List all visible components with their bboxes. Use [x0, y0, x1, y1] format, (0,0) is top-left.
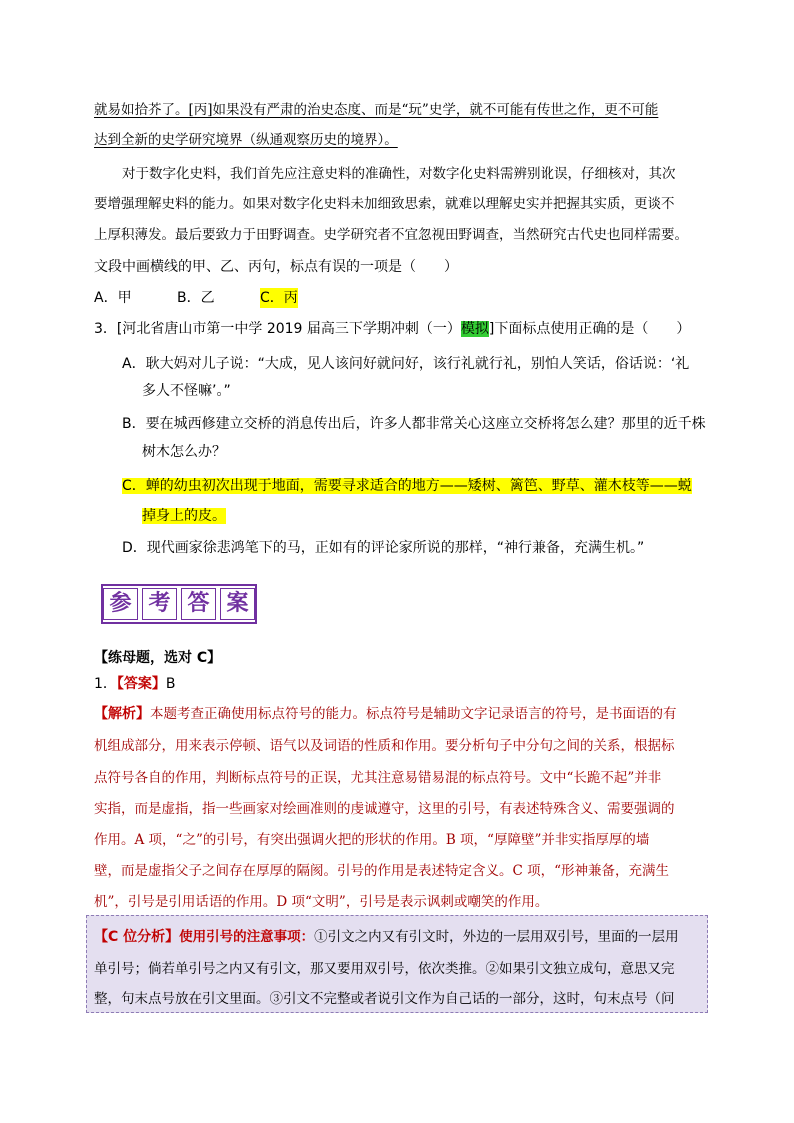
q2-option-c: C．丙: [260, 290, 298, 306]
q2-stem: 文段中画横线的甲、乙、丙句，标点有误的一项是（ ）: [94, 259, 458, 275]
passage-text: 达到全新的史学研究境界（纵通观察历史的境界）。: [94, 132, 398, 148]
analysis-line-4: 实指，而是虚指，指一些画家对绘画准则的虔诚遵守，这里的引号，有表述特殊含义、需要强调的: [94, 801, 675, 817]
answer-value: B: [165, 676, 176, 692]
q3-source-tag: 模拟: [460, 321, 489, 337]
analysis-label: 【解析】: [94, 706, 150, 722]
c-analysis-line-1: [94, 927, 679, 947]
analysis-line-7: 机”，引号是引用话语的作用。D 项“文明”，引号是表示讽刺或嘲笑的作用。: [94, 894, 549, 910]
passage-p2-line-1: 对于数字化史料，我们首先应注意史料的准确性，对数字化史料需辨别讹误，仔细核对，其次: [122, 166, 676, 182]
q3-stem-text: ]下面标点使用正确的是（ ）: [488, 321, 691, 337]
passage-text: 就易如拾芥了。[丙]如果没有严肃的治史态度、而是“玩”史学，就不可能有传世之作，更不可能: [94, 102, 659, 118]
q2-option-a: A．甲: [94, 290, 132, 306]
reference-answer-heading: [101, 584, 257, 624]
c-analysis-line-2: 单引号；倘若单引号之内又有引文，那又要用双引号，依次类推。②如果引文独立成句，意思又完: [94, 961, 675, 977]
q1-answer-line: [94, 674, 176, 694]
q3-option-a-line-1: A．耿大妈对儿子说：“大成，见人该问好就问好，该行礼就行礼，别怕人笑话，俗话说：‘礼: [122, 356, 690, 372]
q3-option-c-line-1: [122, 476, 692, 496]
answer-label: 【答案】: [116, 676, 166, 692]
q3-source: [河北省唐山市第一中学 2019 届高三下学期冲刺（一）: [116, 321, 461, 337]
q3-number: 3．: [94, 321, 117, 337]
q3-option-b-line-1: B．要在城西修建立交桥的消息传出后，许多人都非常关心这座立交桥将怎么建？那里的近千株: [122, 416, 706, 432]
c-analysis-line-3: 整，句末点号放在引文里面。③引文不完整或者说引文作为自己话的一部分，这时，句末点号（问: [94, 991, 675, 1007]
c-analysis-label: 【C 位分析】: [94, 929, 180, 945]
q3-option-c-line-2: [142, 506, 226, 526]
analysis-line-6: 壁，而是虚指父子之间存在厚厚的隔阂。引号的作用是表述特定含义。C 项，“形神兼备，充满生: [94, 863, 670, 879]
q3-option-d: D．现代画家徐悲鸿笔下的马，正如有的评论家所说的那样，“神行兼备，充满生机。”: [122, 540, 645, 556]
analysis-line-1: [94, 704, 677, 724]
analysis-line-5: 作用。A 项，“之”的引号，有突出强调火把的形状的作用。B 项，“厚障壁”并非实指厚厚的墙: [94, 832, 650, 848]
answer-box-char: 考: [142, 588, 177, 620]
section-title: 【练母题，选对 C】: [94, 650, 222, 666]
q3-option-a-line-2: 多人不怪嘛’。”: [142, 383, 231, 399]
q2-option-b: B．乙: [177, 290, 215, 306]
analysis-line-2: 机组成部分，用来表示停顿、语气以及词语的性质和作用。要分析句子中分句之间的关系，根据标: [94, 738, 675, 754]
q3-stem: [94, 319, 690, 339]
passage-p2-line-3: 上厚积薄发。最后要致力于田野调查。史学研究者不宜忽视田野调查，当然研究古代史也同样需要。: [94, 227, 688, 243]
passage-p2-line-2: 要增强理解史料的能力。如果对数字化史料未加细致思索，就难以理解史实并把握其实质，更谈不: [94, 196, 675, 212]
analysis-text: 本题考查正确使用标点符号的能力。标点符号是辅助文字记录语言的符号，是书面语的有: [150, 706, 677, 722]
answer-box-char: 答: [181, 588, 216, 620]
highlight-text: 掉身上的皮。: [142, 508, 226, 524]
highlight-text: C．蝉的幼虫初次出现于地面，需要寻求适合的地方——矮树、篱笆、野草、灌木枝等——蜕: [122, 478, 692, 494]
analysis-line-3: 点符号各自的作用，判断标点符号的正误，尤其注意易错易混的标点符号。文中“长跪不起”并非: [94, 770, 662, 786]
passage-line-2: [94, 130, 398, 150]
q1-number: 1．: [94, 676, 117, 692]
c-analysis-text: ①引文之内又有引文时，外边的一层用双引号，里面的一层用: [314, 929, 679, 945]
c-analysis-title: 使用引号的注意事项：: [179, 929, 315, 945]
answer-box-char: 参: [103, 588, 138, 620]
q3-option-b-line-2: 树木怎么办？: [142, 444, 226, 460]
answer-box-char: 案: [220, 588, 255, 620]
passage-line-1: [94, 100, 658, 120]
